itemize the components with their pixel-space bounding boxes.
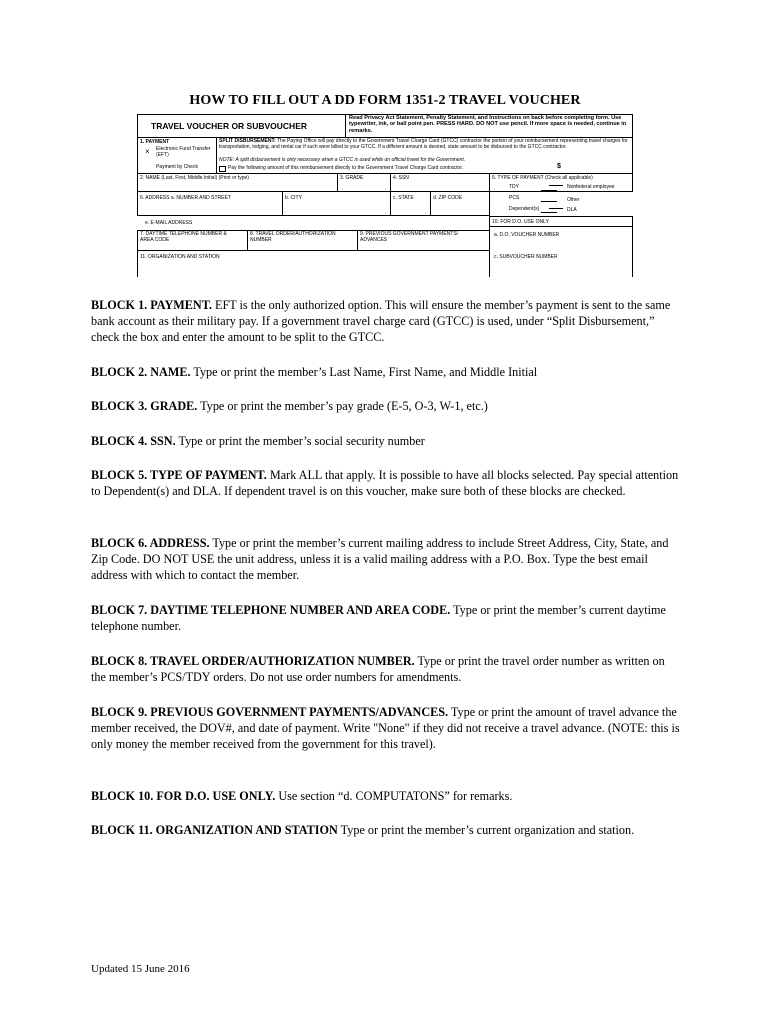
page-title: HOW TO FILL OUT A DD FORM 1351-2 TRAVEL VOUCHER (189, 93, 581, 108)
block3-instruction: BLOCK 3. GRADE. Type or print the member’s pay grade (E-5, O-3, W-1, etc.) (91, 399, 488, 413)
block10a-label: a. D.O. VOUCHER NUMBER (494, 232, 560, 238)
block4-instruction: BLOCK 4. SSN. Type or print the member’s social security number (91, 434, 425, 448)
form-heading: TRAVEL VOUCHER OR SUBVOUCHER (151, 121, 308, 131)
block6a-label: 6. ADDRESS a. NUMBER AND STREET (140, 195, 231, 201)
type-nonfederal: Nonfederal employee (567, 184, 615, 190)
block9-instruction: BLOCK 9. PREVIOUS GOVERNMENT PAYMENTS/ADVANCES. Type or print the amount of travel advance the member received, the DOV#, and date of payment. Write "None" if they did not receive a travel advance. (NOTE: this is only money the member received from the government for this travel). (91, 705, 680, 751)
block10c-label: c. SUBVOUCHER NUMBER (494, 254, 558, 260)
split-title: SPLIT DISBURSEMENT: (219, 138, 276, 144)
block7-instruction: BLOCK 7. DAYTIME TELEPHONE NUMBER AND AREA CODE. Type or print the member’s current daytime telephone number. (91, 603, 666, 633)
split-dollar: $ (557, 163, 561, 170)
block11-instruction: BLOCK 11. ORGANIZATION AND STATION Type or print the member’s current organization and station. (91, 823, 635, 837)
check-option: Payment by Check (156, 164, 198, 170)
block1-label: 1. PAYMENT (140, 139, 170, 145)
block11-label: 11. ORGANIZATION AND STATION (140, 254, 220, 260)
block9-label: 9. PREVIOUS GOVERNMENT PAYMENTS/ ADVANCES (357, 230, 467, 251)
block4-label: 4. SSN (390, 174, 411, 192)
eft-mark: × (145, 147, 150, 156)
block6d-label: d. ZIP CODE (430, 192, 464, 216)
block8-instruction: BLOCK 8. TRAVEL ORDER/AUTHORIZATION NUMBER. Type or print the travel order number as written on the member’s PCS/TDY orders. Do not use order numbers for amendments. (91, 654, 665, 684)
block6b-label: b. CITY (282, 192, 304, 216)
block10-label: 10. FOR D.O. USE ONLY (492, 219, 549, 225)
block6e-label: e. E-MAIL ADDRESS (145, 220, 193, 226)
eft-option: Electronic Fund Transfer (EFT) (156, 146, 211, 158)
split-pay: Pay the following amount of this reimbursement directly to the Government Travel Charge Card contractor. (228, 165, 464, 172)
block10-instruction: BLOCK 10. FOR D.O. USE ONLY. Use section “d. COMPUTATONS” for remarks. (91, 789, 513, 803)
block5-label: 5. TYPE OF PAYMENT (Check all applicable) (492, 175, 593, 181)
block3-label: 3. GRADE (337, 174, 365, 192)
type-dependents: Dependent(s) (509, 206, 540, 212)
block7-label: 7. DAYTIME TELEPHONE NUMBER & AREA CODE (140, 231, 227, 243)
block5-instruction: BLOCK 5. TYPE OF PAYMENT. Mark ALL that apply. It is possible to have all blocks selected. Pay special attention to Dependent(s) and DLA. If dependent travel is on this voucher, make sure both of these blocks are checked. (91, 468, 679, 498)
block2-label: 2. NAME (Last, First, Middle Initial) (Print or type) (140, 175, 249, 181)
split-checkbox (219, 166, 226, 172)
block6-instruction: BLOCK 6. ADDRESS. Type or print the member’s current mailing address to include Street Address, City, State, and Zip Code. DO NOT USE the unit address, unless it is a valid mailing address with a P.O. Box. Type the best email address with which to contact the member. (91, 536, 669, 582)
type-other: Other (567, 197, 580, 203)
block1-instruction: BLOCK 1. PAYMENT. EFT is the only authorized option. This will ensure the member’s payment is sent to the same bank account as their military pay. If a government travel charge card (GTCC) is used, under “Split Disbursement,” check the box and enter the amount to be split to the GTCC. (91, 298, 671, 344)
type-pcs: PCS (509, 195, 520, 201)
form-image (137, 114, 633, 277)
footer-updated: Updated 15 June 2016 (91, 963, 190, 975)
block8-label: 8. TRAVEL ORDER/AUTHORIZATION NUMBER (247, 230, 357, 251)
form-notice: Read Privacy Act Statement, Penalty Statement, and Instructions on back before completing form. Use typewriter, ink, or ball point pen. PRESS HARD. DO NOT use pencil. If more space is needed, continue in remarks. (345, 114, 633, 138)
block6c-label: c. STATE (390, 192, 416, 216)
split-note: NOTE: A split disbursement is only necessary when a GTCC is used while on official travel for the Government. (219, 157, 466, 163)
block2-instruction: BLOCK 2. NAME. Type or print the member’s Last Name, First Name, and Middle Initial (91, 365, 538, 379)
type-tdy: TDY (509, 184, 519, 190)
split-text: The Paying Office will pay directly to the Government Travel Charge Card (GTCC) contractor the portion of your reimbursement representing travel charges for transportation, lodging, and rental car if such were billed to your GTCC. If a different amount is desired, state amount to be disbursed to the GTCC contractor. (219, 138, 628, 150)
type-dla: DLA (567, 207, 577, 213)
